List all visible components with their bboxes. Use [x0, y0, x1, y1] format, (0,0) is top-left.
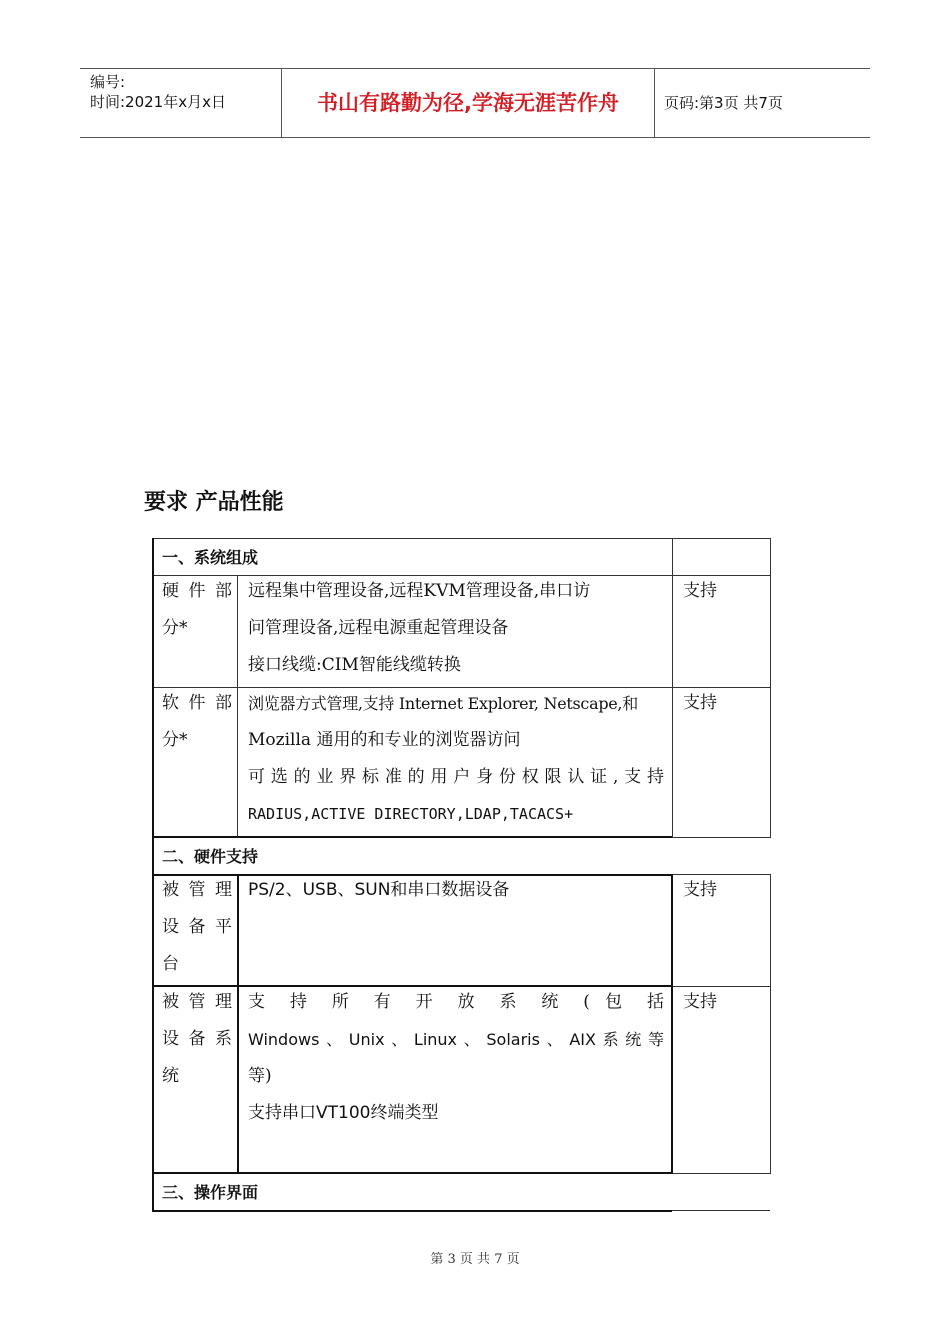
- row-support-software: 支持: [683, 693, 717, 713]
- table-line: [237, 575, 238, 837]
- row-label-software: [162, 685, 232, 759]
- content-line: 接口线缆:CIM智能线缆转换: [248, 655, 461, 675]
- content-line: Mozilla 通用的和专业的浏览器访问: [248, 730, 521, 750]
- row-support-platform: 支持: [683, 880, 717, 900]
- row-label-line: 台: [162, 954, 179, 974]
- row-label-line: 统: [162, 1066, 179, 1086]
- table-line: [672, 837, 770, 838]
- content-line: 等): [248, 1066, 272, 1086]
- section-title-1: 一、系统组成: [162, 548, 259, 567]
- row-label-hardware: [162, 573, 232, 647]
- row-label-line: 分*: [162, 730, 188, 750]
- row-label-line: 被 管 理: [162, 880, 232, 900]
- content-line: 远程集中管理设备,远程KVM管理设备,串口访: [248, 581, 591, 601]
- table-line: [672, 1173, 770, 1174]
- content-line: 支持串口VT100终端类型: [248, 1103, 439, 1123]
- content-line: 支 持 所 有 开 放 系 统 ( 包 括: [248, 992, 664, 1012]
- table-line: [152, 836, 672, 838]
- page-footer: 第 3 页 共 7 页: [430, 1252, 520, 1267]
- content-line: RADIUS,ACTIVE DIRECTORY,LDAP,TACACS+: [248, 805, 574, 823]
- table-line: [672, 538, 673, 838]
- row-support-hardware: 支持: [683, 581, 717, 601]
- header-number: 编号:: [90, 73, 126, 91]
- row-label-line: 设 备 系: [162, 1029, 232, 1049]
- row-label-line: 被 管 理: [162, 992, 232, 1012]
- header-page-code: 页码:第3页 共7页: [664, 94, 783, 112]
- header-time: 时间:2021年x月x日: [90, 93, 226, 111]
- row-content-os: [248, 984, 664, 1132]
- table-line: [152, 538, 154, 1212]
- row-content-hardware: [248, 573, 664, 684]
- section-title-2: 二、硬件支持: [162, 847, 259, 866]
- row-label-line: 分*: [162, 618, 188, 638]
- table-line: [152, 1172, 672, 1174]
- content-line: Windows、Unix、Linux、Solaris、AIX系统等: [248, 1030, 664, 1049]
- table-line: [152, 1210, 672, 1212]
- row-content-software: [248, 685, 664, 833]
- table-line: [770, 538, 771, 838]
- section-heading: 要求 产品性能: [144, 490, 284, 515]
- content-line: 可选的业界标准的用户身份权限认证,支持: [248, 767, 664, 787]
- content-line: PS/2、USB、SUN和串口数据设备: [248, 880, 510, 900]
- table-line: [237, 874, 239, 1174]
- row-label-line: 设 备 平: [162, 917, 232, 937]
- row-label-line: 软 件 部: [162, 693, 232, 713]
- content-line: 浏览器方式管理,支持 Internet Explorer, Netscape,和: [248, 694, 638, 713]
- table-line: [770, 874, 771, 1174]
- table-line: [672, 1210, 770, 1211]
- table-line: [671, 874, 673, 1174]
- row-content-platform: [248, 872, 664, 909]
- header-motto: 书山有路勤为径,学海无涯苦作舟: [317, 91, 619, 115]
- row-support-os: 支持: [683, 992, 717, 1012]
- content-line: 问管理设备,远程电源重起管理设备: [248, 618, 509, 638]
- row-label-os: [162, 984, 232, 1095]
- row-label-platform: [162, 872, 232, 983]
- row-label-line: 硬 件 部: [162, 581, 232, 601]
- section-title-3: 三、操作界面: [162, 1183, 259, 1202]
- table-line: [152, 538, 770, 539]
